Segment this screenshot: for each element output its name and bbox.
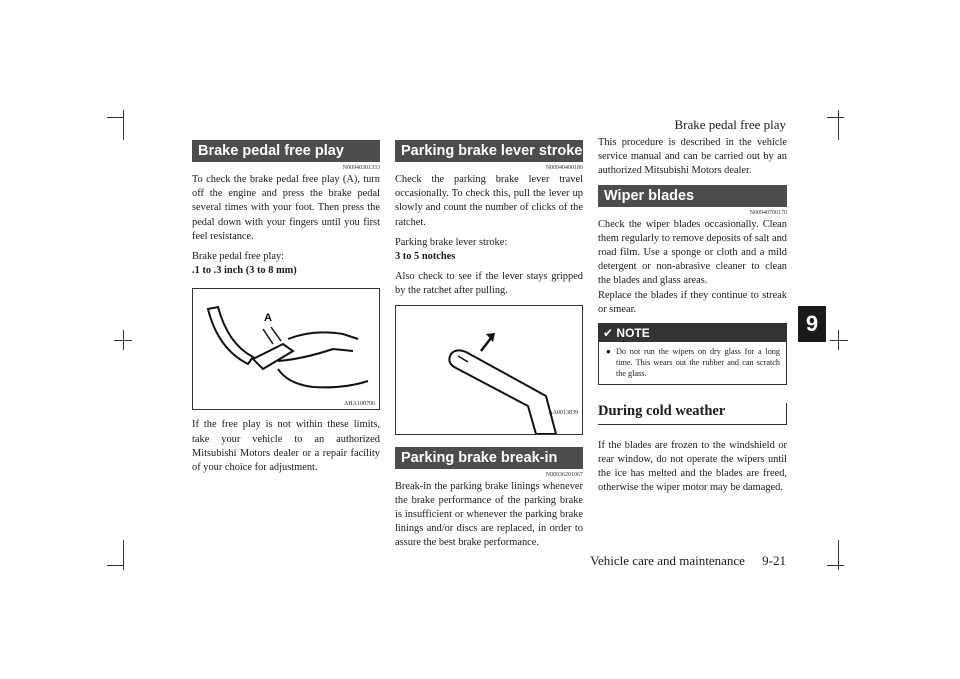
column-1: [192, 140, 380, 481]
paragraph: Check the parking brake lever travel occasionally. To check this, pull the lever up slowly and count the number of clicks of the ratchet.: [395, 174, 583, 228]
callout-a: A: [264, 312, 272, 325]
crop-mark: [838, 330, 839, 350]
spec-value: .1 to .3 inch (3 to 8 mm): [192, 265, 297, 277]
section-code: N00940400180: [545, 165, 583, 171]
brake-pedal-figure: [192, 288, 380, 410]
body-text: [395, 173, 583, 299]
crop-mark: [838, 540, 839, 570]
heading-parking-brake-lever-stroke: Parking brake lever stroke: [395, 140, 583, 162]
crop-mark: [123, 330, 124, 350]
page-footer: [560, 553, 786, 569]
figure-label: AHA100706: [344, 401, 375, 408]
crop-mark: [827, 565, 844, 566]
crop-mark: [107, 117, 124, 118]
paragraph: Also check to see if the lever stays gripped by the ratchet after pulling.: [395, 271, 583, 297]
body-text: [598, 218, 787, 317]
paragraph: Replace the blades if they continue to streak or smear.: [598, 289, 787, 315]
crop-mark: [107, 565, 124, 566]
paragraph: Check the wiper blades occasionally. Clean them regularly to remove deposits of salt and road film. Use a sponge or cloth and a mild detergent or non-abrasive cleaner to clean the blades and glass areas.: [598, 218, 787, 287]
body-text: [598, 136, 787, 179]
paragraph: To check the brake pedal free play (A), turn off the engine and press the brake pedal several times with your foot. Then press the pedal down with your fingers until you first feel resistance.: [192, 174, 380, 242]
heading-wiper-blades: Wiper blades: [598, 185, 787, 207]
parking-brake-figure: [395, 305, 583, 435]
paragraph: If the free play is not within these limits, take your vehicle to an authorized Mitsubishi Motors dealer or a repair facility of your choice for adjustment.: [192, 419, 380, 474]
heading-parking-brake-break-in: Parking brake break-in: [395, 447, 583, 469]
body-text: [192, 418, 380, 475]
note-title: NOTE: [616, 326, 650, 341]
spec-label: Parking brake lever stroke:: [395, 236, 508, 248]
footer-section: Vehicle care and maintenance: [590, 553, 745, 568]
paragraph: If the blades are frozen to the windshield or rear window, do not operate the wipers until the ice has melted and the blades are freed, otherwise the wiper motor may be damaged.: [598, 439, 787, 494]
paragraph: This procedure is described in the vehicle service manual and can be carried out by an authorized Mitsubishi Motors dealer.: [598, 137, 787, 177]
running-head-title: Brake pedal free play: [674, 117, 786, 132]
crop-mark: [838, 110, 839, 140]
heading-brake-pedal-free-play: Brake pedal free play: [192, 140, 380, 162]
bullet-icon: ●: [606, 347, 611, 357]
section-code: N00940700170: [749, 209, 787, 216]
chapter-tab: 9: [798, 306, 826, 342]
paragraph: Break-in the parking brake linings whenever the brake performance of the parking brake is insufficient or whenever the parking brake linings and/or discs are replaced, in order to assure the best brake performance.: [395, 480, 583, 549]
subheading-during-cold-weather: During cold weather: [598, 403, 787, 425]
crop-mark: [123, 110, 124, 140]
section-code: N00940301333: [342, 165, 380, 171]
figure-label: AA0013839: [548, 409, 578, 416]
footer-page-number: 9-21: [762, 553, 786, 568]
column-2: [395, 140, 583, 557]
spec-value: 3 to 5 notches: [395, 251, 456, 263]
spec-label: Brake pedal free play:: [192, 251, 285, 263]
section-code: N00936201067: [545, 471, 583, 478]
note-body: [599, 342, 786, 384]
body-text: [395, 480, 583, 551]
note-box: [598, 323, 787, 385]
note-text: Do not run the wipers on dry glass for a long time. This wears out the rubber and can scratch the glass.: [616, 347, 780, 379]
crop-mark: [827, 117, 844, 118]
column-3: [598, 136, 787, 501]
body-text: [598, 439, 787, 496]
crop-mark: [123, 540, 124, 570]
crop-mark: [830, 340, 848, 341]
note-header: [599, 324, 786, 342]
body-text: [192, 173, 380, 278]
note-check-icon: ✔: [603, 326, 614, 341]
brake-pedal-illustration: [193, 289, 379, 409]
